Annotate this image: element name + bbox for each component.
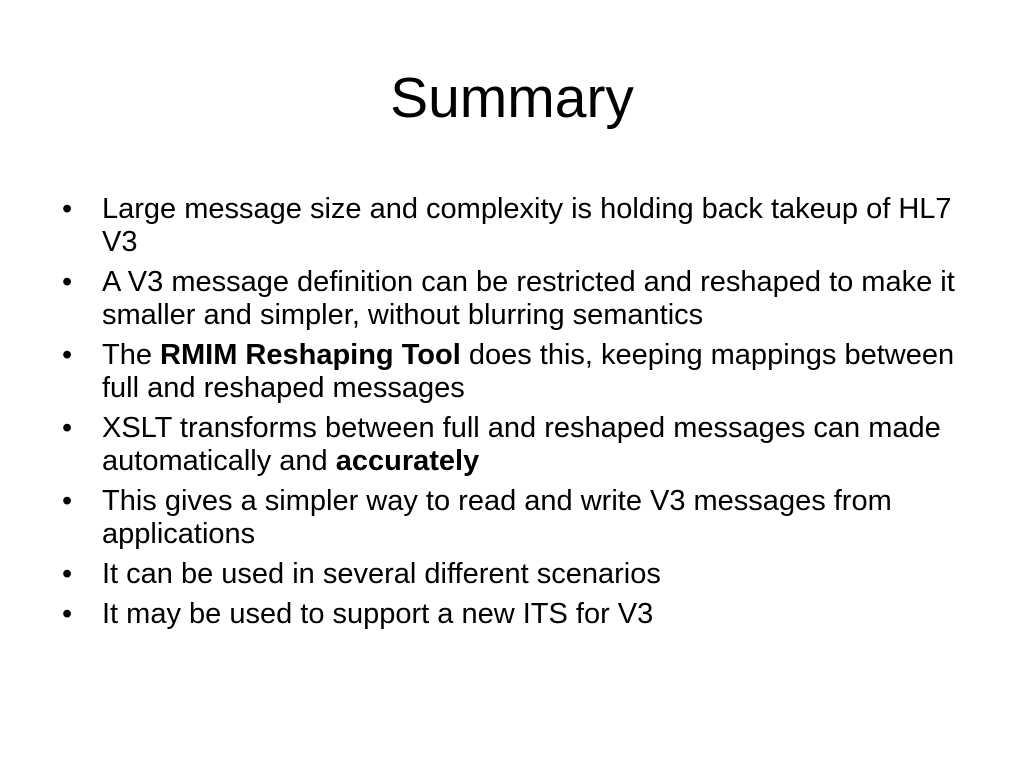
bullet-text bbox=[102, 485, 892, 550]
bullet-icon: • bbox=[62, 412, 73, 444]
bullet-item bbox=[56, 558, 966, 591]
emphasis-text: RMIM Reshaping Tool bbox=[160, 339, 461, 371]
bullet-text-segment: A V3 message definition can be restricted and reshaped to make it smaller and simpler, without blurring semantics bbox=[102, 266, 955, 331]
bullet-item bbox=[56, 193, 966, 259]
bullet-icon: • bbox=[62, 266, 73, 298]
bullet-text-segment: does this, keeping mappings between full and reshaped messages bbox=[102, 339, 955, 404]
bullet-item bbox=[56, 485, 966, 551]
bullet-icon: • bbox=[62, 485, 73, 517]
bullet-list bbox=[56, 193, 966, 638]
bullet-text bbox=[102, 193, 952, 258]
bullet-icon: • bbox=[62, 339, 73, 371]
bullet-text bbox=[102, 558, 661, 590]
bullet-text-segment: XSLT transforms between full and reshaped messages can made automatically and bbox=[102, 412, 941, 477]
bullet-item bbox=[56, 412, 966, 478]
bullet-text bbox=[102, 598, 653, 630]
emphasis-text: accurately bbox=[335, 445, 480, 477]
bullet-text bbox=[102, 339, 954, 404]
bullet-text-segment: Large message size and complexity is holding back takeup of HL7 V3 bbox=[102, 193, 952, 258]
bullet-text-segment: This gives a simpler way to read and write V3 messages from applications bbox=[102, 485, 892, 550]
slide-title: Summary bbox=[390, 66, 634, 130]
bullet-text bbox=[102, 412, 941, 477]
bullet-text-segment: It may be used to support a new ITS for V3 bbox=[102, 598, 654, 630]
bullet-item bbox=[56, 339, 966, 405]
bullet-icon: • bbox=[62, 558, 73, 590]
bullet-icon: • bbox=[62, 193, 73, 225]
bullet-text-segment: The bbox=[102, 339, 161, 371]
bullet-text-segment: It can be used in several different scenarios bbox=[102, 558, 661, 590]
bullet-item bbox=[56, 598, 966, 631]
bullet-item bbox=[56, 266, 966, 332]
bullet-icon: • bbox=[62, 598, 73, 630]
bullet-text bbox=[102, 266, 955, 331]
